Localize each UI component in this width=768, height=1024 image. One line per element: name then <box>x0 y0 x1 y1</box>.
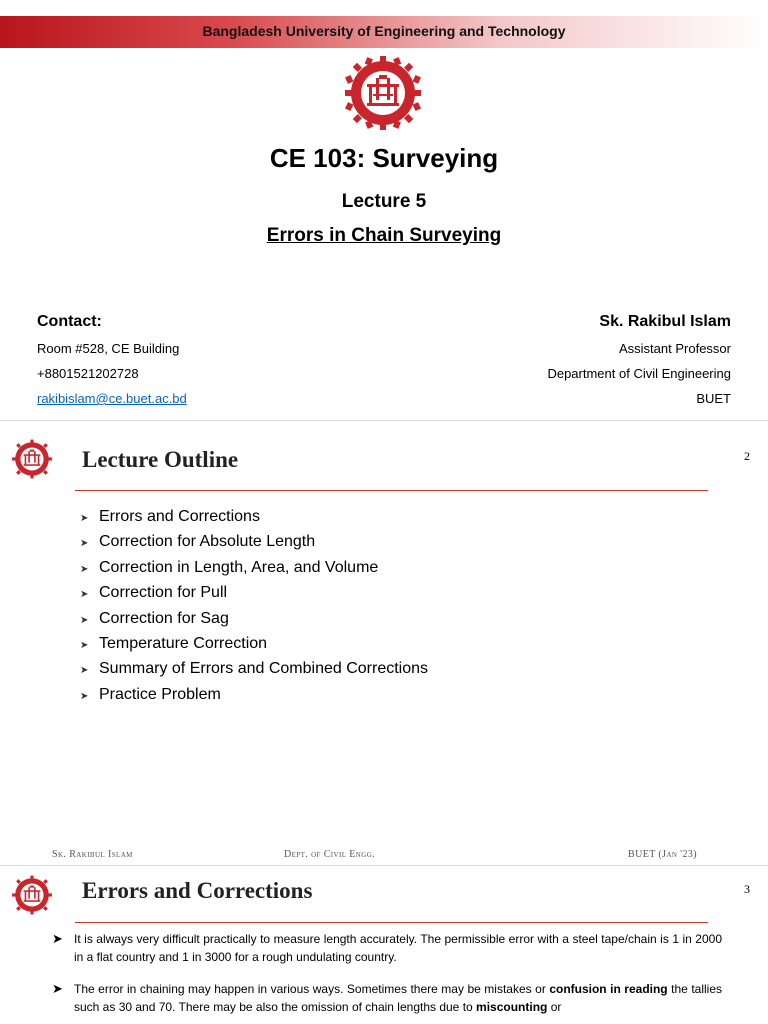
outline-list <box>80 506 428 709</box>
list-item: ➤ Errors and Corrections <box>80 506 428 531</box>
list-item: ➤ Correction for Sag <box>80 608 428 633</box>
university-banner <box>0 16 768 48</box>
list-item: ➤ Summary of Errors and Combined Corrections <box>80 658 428 683</box>
paragraph-text: It is always very difficult practically to measure length accurately. The permissible error with a steel tape/chain is 1 in 2000 in a flat country and 1 in 3000 for a rough undulating country. <box>74 932 722 964</box>
list-item: ➤ Temperature Correction <box>80 633 428 658</box>
author-position: Assistant Professor <box>619 341 731 356</box>
footer-author: Sk. Rakibul Islam <box>52 849 133 860</box>
emphasis: miscounting <box>476 1000 548 1014</box>
bullet-arrow-icon: ➤ <box>80 614 89 626</box>
author-institution: BUET <box>696 391 731 406</box>
list-item: ➤ Correction for Pull <box>80 582 428 607</box>
bullet-arrow-icon: ➤ <box>80 538 89 550</box>
buet-logo-icon <box>11 438 53 480</box>
contact-email-link[interactable]: rakibislam@ce.buet.ac.bd <box>37 391 187 406</box>
emphasis: confusion in reading <box>549 982 668 996</box>
list-item: ➤ Practice Problem <box>80 684 428 709</box>
author-name: Sk. Rakibul Islam <box>599 313 731 330</box>
bullet-arrow-icon: ➤ <box>80 513 89 524</box>
paragraph <box>52 980 722 1016</box>
contact-heading: Contact: <box>37 313 102 330</box>
list-item: ➤ Correction in Length, Area, and Volume <box>80 557 428 582</box>
slide-body <box>52 930 722 1024</box>
contact-block <box>37 313 187 416</box>
bullet-arrow-icon: ➤ <box>52 931 63 946</box>
page-number: 3 <box>744 882 750 896</box>
bullet-arrow-icon: ➤ <box>80 665 89 677</box>
buet-logo-icon <box>343 56 423 130</box>
bullet-arrow-icon: ➤ <box>80 589 89 601</box>
author-department: Department of Civil Engineering <box>547 366 731 381</box>
paragraph-text: The error in chaining may happen in various ways. Sometimes there may be mistakes or confusion in reading the tallies such as 30 and 70. There may be also the omission of chain lengths due to miscounting or <box>74 982 722 1014</box>
slide-heading: Errors and Corrections <box>82 878 313 903</box>
lecture-topic: Errors in Chain Surveying <box>266 225 502 246</box>
slide-heading: Lecture Outline <box>82 447 239 472</box>
course-title: CE 103: Surveying <box>269 143 499 173</box>
contact-room: Room #528, CE Building <box>37 341 180 356</box>
footer-department: Dept. of Civil Engg. <box>284 849 376 860</box>
bullet-arrow-icon: ➤ <box>52 981 63 996</box>
title-slide <box>0 0 768 420</box>
university-name: Bangladesh University of Engineering and Technology <box>202 23 566 39</box>
lecture-number: Lecture 5 <box>341 191 427 212</box>
outline-slide <box>0 421 768 865</box>
contact-phone: +8801521202728 <box>37 366 139 381</box>
bullet-arrow-icon: ➤ <box>80 563 89 575</box>
page-number: 2 <box>744 449 750 463</box>
author-block <box>547 313 731 416</box>
content-slide <box>0 866 768 1024</box>
list-item: ➤ Correction for Absolute Length <box>80 531 428 556</box>
buet-logo-icon <box>11 874 53 916</box>
heading-rule <box>75 490 708 491</box>
footer-term: BUET (Jan '23) <box>628 849 697 860</box>
paragraph <box>52 930 722 966</box>
bullet-arrow-icon: ➤ <box>80 639 89 651</box>
heading-rule <box>75 922 708 923</box>
bullet-arrow-icon: ➤ <box>80 690 89 702</box>
